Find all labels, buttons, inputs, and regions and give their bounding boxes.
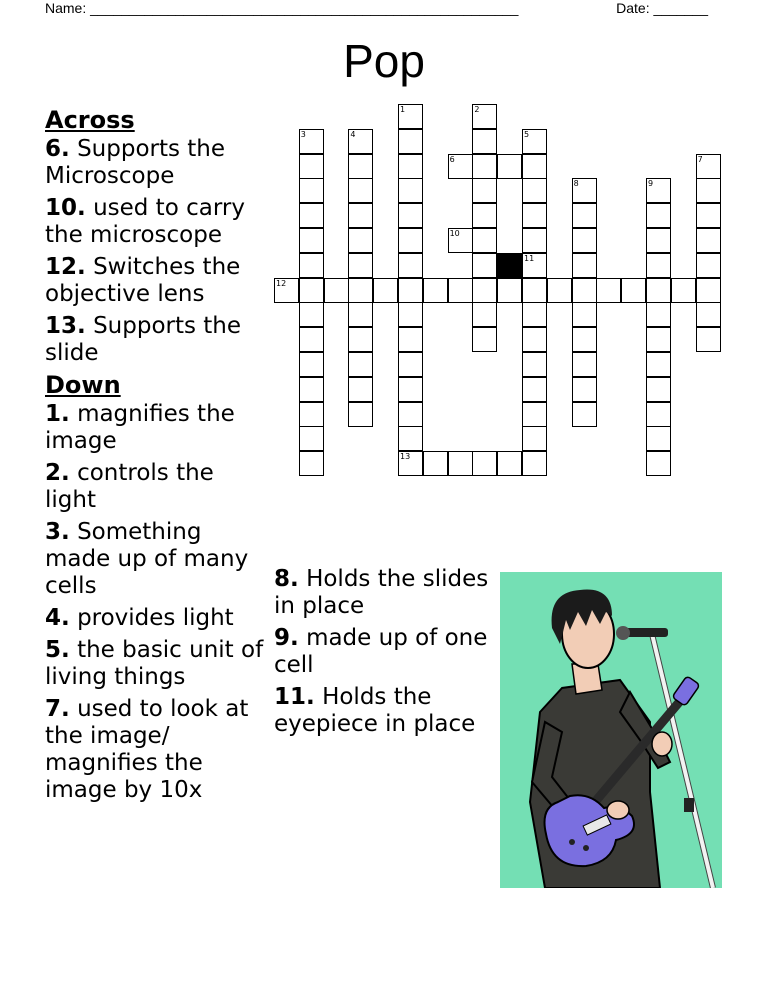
- crossword-cell[interactable]: [646, 377, 671, 402]
- crossword-cell[interactable]: [299, 402, 324, 427]
- crossword-cell[interactable]: [522, 154, 547, 179]
- crossword-cell[interactable]: [348, 228, 373, 253]
- clue-down-5: 5. the basic unit of living things: [45, 637, 264, 690]
- crossword-cell[interactable]: [472, 129, 497, 154]
- crossword-cell[interactable]: [398, 377, 423, 402]
- crossword-cell[interactable]: [299, 178, 324, 203]
- crossword-cell[interactable]: [348, 327, 373, 352]
- crossword-cell[interactable]: [398, 178, 423, 203]
- crossword-cell[interactable]: [572, 402, 597, 427]
- crossword-cell[interactable]: [696, 302, 721, 327]
- crossword-cell[interactable]: [646, 302, 671, 327]
- crossword-cell[interactable]: [398, 104, 423, 129]
- crossword-cell[interactable]: [398, 129, 423, 154]
- crossword-cell[interactable]: [522, 203, 547, 228]
- crossword-cell[interactable]: [472, 104, 497, 129]
- crossword-cell[interactable]: [472, 253, 497, 278]
- clue-across-13: 13. Supports the slide: [45, 313, 242, 366]
- crossword-cell[interactable]: [522, 451, 547, 476]
- down-heading: Down: [45, 371, 121, 399]
- crossword-cell[interactable]: [398, 253, 423, 278]
- crossword-cell[interactable]: [472, 154, 497, 179]
- crossword-cell[interactable]: [696, 178, 721, 203]
- crossword-cell[interactable]: [522, 302, 547, 327]
- clue-across-10: 10. used to carry the microscope: [45, 195, 245, 248]
- crossword-cell[interactable]: [423, 278, 448, 303]
- cell-number: 7: [697, 154, 703, 164]
- clue-down-3: 3. Something made up of many cells: [45, 519, 249, 599]
- crossword-cell[interactable]: [398, 402, 423, 427]
- crossword-cell[interactable]: [299, 228, 324, 253]
- crossword-cell[interactable]: [522, 402, 547, 427]
- crossword-cell[interactable]: [522, 228, 547, 253]
- crossword-cell[interactable]: [348, 253, 373, 278]
- crossword-cell[interactable]: [472, 278, 497, 303]
- crossword-cell[interactable]: [472, 178, 497, 203]
- crossword-cell[interactable]: [299, 426, 324, 451]
- crossword-cell[interactable]: [522, 253, 547, 278]
- crossword-cell[interactable]: [299, 129, 324, 154]
- crossword-cell[interactable]: [398, 352, 423, 377]
- page-title: Pop: [343, 35, 425, 87]
- crossword-cell[interactable]: [448, 228, 473, 253]
- across-heading: Across: [45, 106, 135, 134]
- crossword-cell[interactable]: [646, 178, 671, 203]
- cell-number: 1: [400, 105, 406, 114]
- crossword-cell[interactable]: [646, 278, 671, 303]
- crossword-cell[interactable]: [621, 278, 646, 303]
- crossword-cell[interactable]: [572, 327, 597, 352]
- clue-across-6: 6. Supports the Microscope: [45, 136, 226, 189]
- crossword-cell[interactable]: [522, 426, 547, 451]
- cell-number: 12: [276, 278, 287, 288]
- crossword-cell[interactable]: [696, 253, 721, 278]
- cell-number: 9: [648, 179, 654, 189]
- crossword-cell[interactable]: [497, 278, 522, 303]
- date-field-label[interactable]: Date: _______: [616, 0, 708, 16]
- crossword-cell[interactable]: [572, 203, 597, 228]
- crossword-cell[interactable]: [497, 451, 522, 476]
- crossword-cell[interactable]: [696, 203, 721, 228]
- clue-across-12: 12. Switches the objective lens: [45, 254, 241, 307]
- crossword-cell[interactable]: [572, 253, 597, 278]
- crossword-cell[interactable]: [472, 228, 497, 253]
- clue-down-2: 2. controls the light: [45, 460, 214, 513]
- crossword-cell[interactable]: [299, 302, 324, 327]
- cell-number: 3: [300, 129, 306, 139]
- crossword-cell[interactable]: [398, 426, 423, 451]
- crossword-cell[interactable]: [348, 129, 373, 154]
- crossword-cell[interactable]: [646, 228, 671, 253]
- crossword-cell[interactable]: [299, 352, 324, 377]
- crossword-cell[interactable]: [348, 178, 373, 203]
- crossword-cell[interactable]: [646, 352, 671, 377]
- cell-number: 11: [524, 253, 535, 263]
- crossword-cell[interactable]: [299, 203, 324, 228]
- crossword-cell[interactable]: [398, 302, 423, 327]
- clues-column-left: [45, 107, 265, 809]
- crossword-cell[interactable]: [572, 352, 597, 377]
- crossword-cell[interactable]: [423, 451, 448, 476]
- crossword-cell[interactable]: [348, 352, 373, 377]
- crossword-cell[interactable]: [596, 278, 621, 303]
- crossword-cell[interactable]: [348, 302, 373, 327]
- crossword-cell[interactable]: [472, 451, 497, 476]
- crossword-cell[interactable]: [696, 327, 721, 352]
- crossword-cell[interactable]: [472, 302, 497, 327]
- crossword-cell[interactable]: [299, 377, 324, 402]
- crossword-cell[interactable]: [299, 278, 324, 303]
- clue-down-7: 7. used to look at the image/ magnifies the image by 10x: [45, 696, 249, 803]
- cell-number: 2: [474, 105, 480, 114]
- crossword-cell[interactable]: [472, 203, 497, 228]
- clues-column-right: [274, 566, 494, 743]
- cell-number: 10: [449, 229, 460, 238]
- crossword-cell[interactable]: [646, 426, 671, 451]
- crossword-cell[interactable]: [572, 278, 597, 303]
- crossword-cell[interactable]: [348, 203, 373, 228]
- cell-number: 6: [449, 154, 455, 164]
- rock-guitarist-illustration: [500, 572, 722, 888]
- clue-down-1: 1. magnifies the image: [45, 401, 235, 454]
- crossword-cell[interactable]: [671, 278, 696, 303]
- header: [45, 0, 708, 16]
- crossword-cell[interactable]: [299, 451, 324, 476]
- crossword-cell[interactable]: [448, 154, 473, 179]
- crossword-cell[interactable]: [696, 278, 721, 303]
- crossword-cell[interactable]: [324, 278, 349, 303]
- crossword-cell[interactable]: [522, 178, 547, 203]
- crossword-cell[interactable]: [497, 154, 522, 179]
- crossword-cell[interactable]: [572, 178, 597, 203]
- crossword-cell[interactable]: [373, 278, 398, 303]
- crossword-cell[interactable]: [398, 327, 423, 352]
- crossword-cell[interactable]: [348, 402, 373, 427]
- crossword-cell[interactable]: [299, 327, 324, 352]
- crossword-cell[interactable]: [274, 278, 299, 303]
- crossword-cell[interactable]: [398, 203, 423, 228]
- crossword-cell[interactable]: [398, 228, 423, 253]
- crossword-cell[interactable]: [522, 129, 547, 154]
- crossword-cell[interactable]: [646, 203, 671, 228]
- crossword-cell[interactable]: [522, 377, 547, 402]
- cell-number: 4: [350, 129, 356, 139]
- crossword-cell[interactable]: [646, 402, 671, 427]
- crossword-cell[interactable]: [572, 228, 597, 253]
- crossword-cell[interactable]: [572, 302, 597, 327]
- crossword-cell[interactable]: [299, 154, 324, 179]
- crossword-cell[interactable]: [646, 451, 671, 476]
- crossword-cell[interactable]: [522, 352, 547, 377]
- crossword-cell[interactable]: [646, 327, 671, 352]
- clue-down-9: 9. made up of one cell: [274, 625, 488, 678]
- crossword-cell[interactable]: [348, 278, 373, 303]
- crossword-cell[interactable]: [398, 451, 423, 476]
- crossword-cell[interactable]: [398, 154, 423, 179]
- cell-number: 8: [573, 179, 579, 189]
- crossword-cell[interactable]: [472, 327, 497, 352]
- crossword-black-square: [497, 253, 522, 278]
- cell-number: 5: [524, 129, 530, 139]
- crossword-cell[interactable]: [696, 154, 721, 179]
- crossword-cell[interactable]: [348, 154, 373, 179]
- crossword-cell[interactable]: [547, 278, 572, 303]
- clue-down-11: 11. Holds the eyepiece in place: [274, 684, 476, 737]
- crossword-cell[interactable]: [522, 327, 547, 352]
- crossword-cell[interactable]: [646, 253, 671, 278]
- crossword-cell[interactable]: [299, 253, 324, 278]
- name-field-label[interactable]: Name: _______________________________________________________: [45, 0, 519, 16]
- clue-down-4: 4. provides light: [45, 605, 234, 631]
- crossword-cell[interactable]: [398, 278, 423, 303]
- cell-number: 13: [400, 452, 411, 462]
- clue-down-8: 8. Holds the slides in place: [274, 566, 489, 619]
- crossword-cell[interactable]: [696, 228, 721, 253]
- crossword-cell[interactable]: [348, 377, 373, 402]
- crossword-cell[interactable]: [522, 278, 547, 303]
- crossword-cell[interactable]: [448, 278, 473, 303]
- crossword-cell[interactable]: [448, 451, 473, 476]
- crossword-cell[interactable]: [572, 377, 597, 402]
